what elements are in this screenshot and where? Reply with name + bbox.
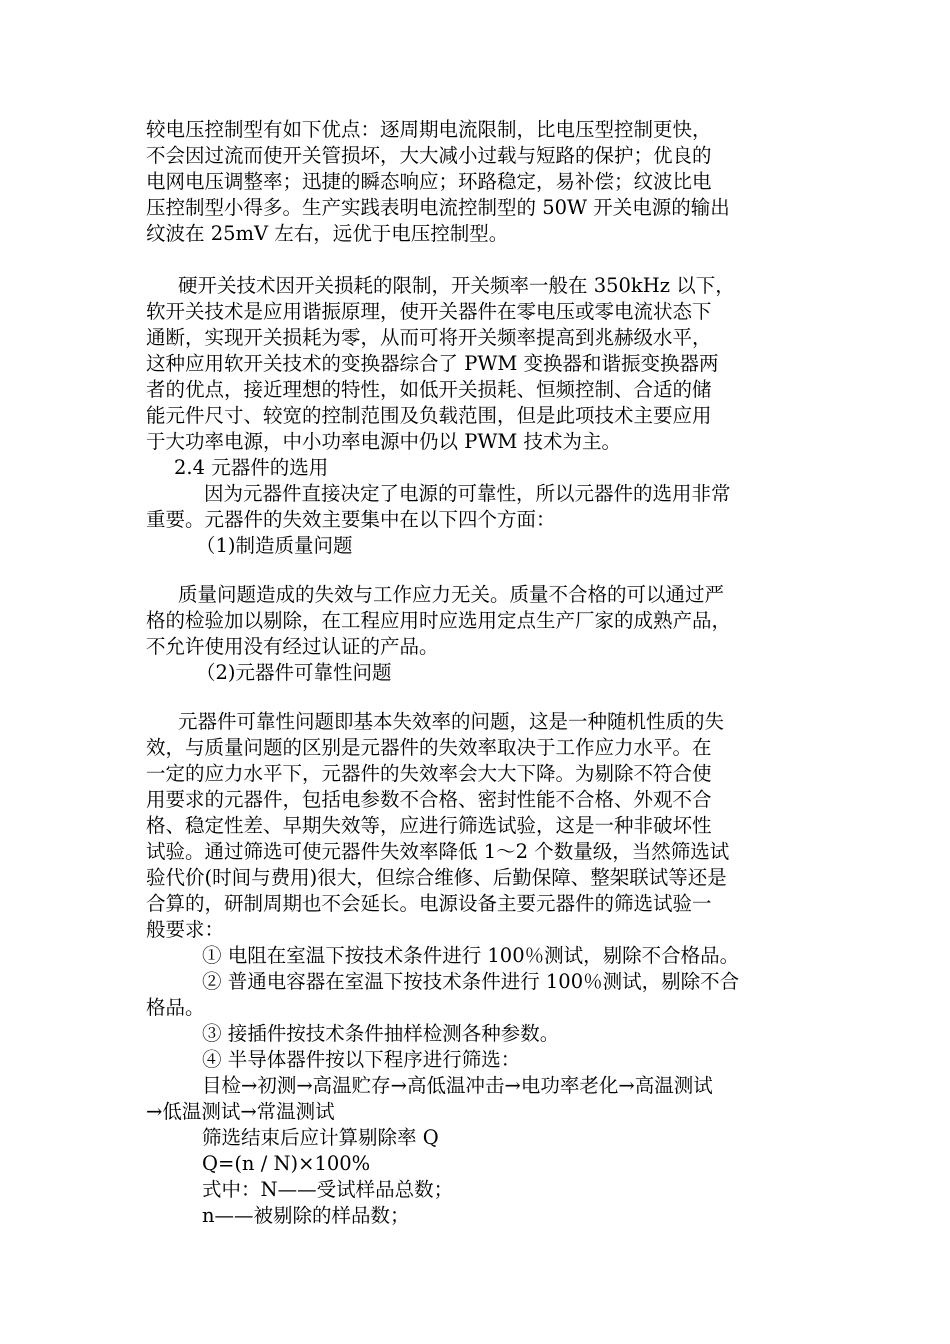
formula-legend-line: n——被剔除的样品数； <box>202 1204 410 1227</box>
paragraph-line: 用要求的元器件，包括电参数不合格、密封性能不合格、外观不合 <box>146 788 712 811</box>
paragraph-line: 较电压控制型有如下优点：逐周期电流限制，比电压型控制更快， <box>146 118 712 141</box>
paragraph-line: 般要求： <box>146 918 225 941</box>
paragraph-line: 者的优点，接近理想的特性，如低开关损耗、恒频控制、合适的储 <box>146 378 712 401</box>
paragraph-line: 软开关技术是应用谐振原理，使开关器件在零电压或零电流状态下 <box>146 300 712 323</box>
paragraph-line: 效，与质量问题的区别是元器件的失效率取决于工作应力水平。在 <box>146 736 712 759</box>
paragraph-line: 筛选结束后应计算剔除率 Q <box>202 1126 439 1149</box>
subsection-heading: （2)元器件可靠性问题 <box>196 661 392 684</box>
paragraph-line: 元器件可靠性问题即基本失效率的问题，这是一种随机性质的失 <box>178 710 725 733</box>
list-item: ② 普通电容器在室温下按技术条件进行 100％测试，剔除不合 <box>202 970 740 993</box>
paragraph-line: 纹波在 25mV 左右，远优于电压控制型。 <box>146 222 509 245</box>
paragraph-line: 能元件尺寸、较宽的控制范围及负载范围，但是此项技术主要应用 <box>146 404 712 427</box>
paragraph-line: 验代价(时间与费用)很大，但综合维修、后勤保障、整架联试等还是 <box>146 866 727 889</box>
paragraph-line: 硬开关技术因开关损耗的限制，开关频率一般在 350kHz 以下， <box>178 274 735 297</box>
paragraph-line: 格、稳定性差、早期失效等，应进行筛选试验，这是一种非破坏性 <box>146 814 712 837</box>
paragraph-line: 不会因过流而使开关管损坏，大大减小过载与短路的保护；优良的 <box>146 144 712 167</box>
paragraph-line: 一定的应力水平下，元器件的失效率会大大下降。为剔除不符合使 <box>146 762 712 785</box>
paragraph-line: 不允许使用没有经过认证的产品。 <box>146 635 439 658</box>
paragraph-line: 电网电压调整率；迅捷的瞬态响应；环路稳定，易补偿；纹波比电 <box>146 170 712 193</box>
procedure-line: 目检→初测→高温贮存→高低温冲击→电功率老化→高温测试 <box>202 1074 713 1097</box>
formula-line: Q=(n / N)×100% <box>202 1152 371 1175</box>
paragraph-line: 质量问题造成的失效与工作应力无关。质量不合格的可以通过严 <box>178 583 725 606</box>
paragraph-line: 于大功率电源，中小功率电源中仍以 PWM 技术为主。 <box>146 430 622 453</box>
paragraph-line: 因为元器件直接决定了电源的可靠性，所以元器件的选用非常 <box>204 482 731 505</box>
paragraph-line: 这种应用软开关技术的变换器综合了 PWM 变换器和谐振变换器两 <box>146 352 719 375</box>
subsection-heading: （1)制造质量问题 <box>196 534 353 557</box>
section-heading: 2.4 元器件的选用 <box>174 456 329 479</box>
formula-legend-line: 式中：N——受试样品总数； <box>202 1178 454 1201</box>
list-item: ④ 半导体器件按以下程序进行筛选： <box>202 1048 521 1071</box>
paragraph-line: 通断，实现开关损耗为零，从而可将开关频率提高到兆赫级水平， <box>146 326 712 349</box>
list-item: 格品。 <box>146 996 205 1019</box>
paragraph-line: 格的检验加以剔除，在工程应用时应选用定点生产厂家的成熟产品， <box>146 609 732 632</box>
list-item: ① 电阻在室温下按技术条件进行 100％测试，剔除不合格品。 <box>202 944 740 967</box>
paragraph-line: 合算的，研制周期也不会延长。电源设备主要元器件的筛选试验一 <box>146 892 712 915</box>
paragraph-line: 试验。通过筛选可使元器件失效率降低 1～2 个数量级，当然筛选试 <box>146 840 730 863</box>
paragraph-line: 重要。元器件的失效主要集中在以下四个方面： <box>146 508 556 531</box>
list-item: ③ 接插件按技术条件抽样检测各种参数。 <box>202 1022 560 1045</box>
procedure-line: →低温测试→常温测试 <box>146 1100 335 1123</box>
paragraph-line: 压控制型小得多。生产实践表明电流控制型的 50W 开关电源的输出 <box>146 196 730 219</box>
